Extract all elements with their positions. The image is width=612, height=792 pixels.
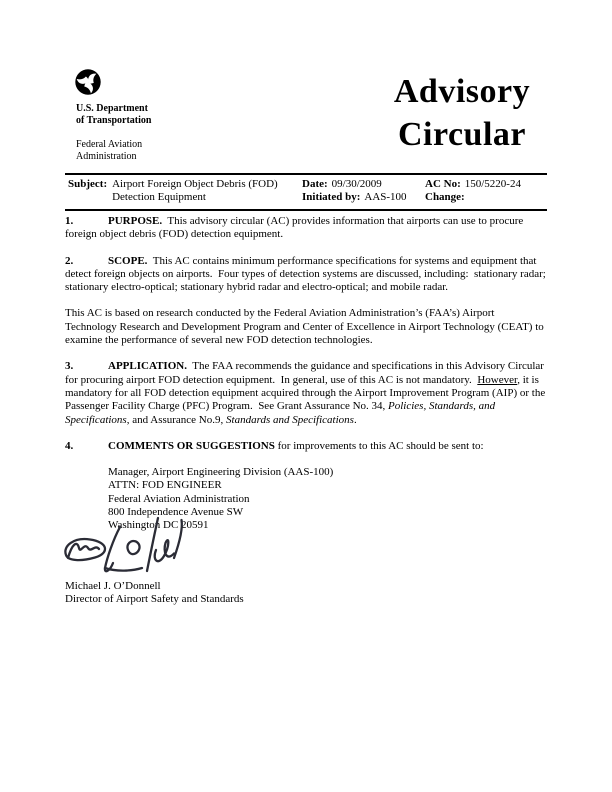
document-title-line1: Advisory bbox=[393, 73, 531, 110]
date-initiated-column bbox=[302, 178, 425, 205]
paragraph-text: This AC contains minimum performance specifications for systems and equipment that detect foreign objects on airports. Four types of detection systems are discussed, including: stationary radar; stationary electro-optical; stationary hybrid radar and electro-optical; and mobile radar. bbox=[65, 254, 549, 294]
letterhead-dept-line1: U.S. Department bbox=[76, 103, 148, 114]
date-field bbox=[302, 178, 425, 191]
subject-value-line2: Detection Equipment bbox=[112, 191, 206, 204]
letterhead-agency-line2: Administration bbox=[76, 151, 137, 162]
letterhead-agency-line1: Federal Aviation bbox=[76, 139, 143, 150]
document-title bbox=[378, 70, 546, 156]
subject-value-line1: Airport Foreign Object Debris (FOD) bbox=[112, 178, 278, 190]
letterhead-department bbox=[76, 103, 151, 127]
italic-citation: Standards and Specifications bbox=[226, 413, 354, 426]
change-label: Change: bbox=[425, 191, 465, 204]
paragraph-text: The FAA recommends the guidance and specifications in this Advisory Circular for procuring airport FOD detection equipment. In general, use of this AC is not mandatory. bbox=[65, 360, 547, 386]
subject-label: Subject: bbox=[68, 178, 108, 190]
acno-change-column bbox=[425, 178, 547, 205]
paragraph-text: for improvements to this AC should be sent to: bbox=[274, 439, 484, 452]
underlined-text: However bbox=[477, 373, 518, 386]
initiated-by-label: Initiated by: bbox=[302, 191, 361, 204]
date-value: 09/30/2009 bbox=[331, 178, 382, 190]
paragraph-heading: COMMENTS OR SUGGESTIONS bbox=[108, 439, 275, 452]
subject-header-block bbox=[65, 173, 547, 211]
address-line: Federal Aviation Administration bbox=[108, 492, 250, 505]
paragraph-text: This AC is based on research conducted by the Federal Aviation Administration’s (FAA’s) Airport Technology Research and Development Program and Center of Excellence in Airport Technology (CEAT) to examine the performance of several new FOD detection technologies. bbox=[65, 307, 547, 347]
paragraph-number: 3. bbox=[65, 360, 74, 373]
paragraph-number: 1. bbox=[65, 215, 74, 227]
paragraph-purpose bbox=[65, 215, 547, 242]
paragraph-number: 2. bbox=[65, 254, 74, 267]
document-body bbox=[65, 215, 547, 533]
ac-no-field bbox=[425, 178, 547, 191]
signature-image bbox=[62, 514, 212, 578]
paragraph-text: . bbox=[353, 413, 357, 426]
paragraph-application bbox=[65, 360, 547, 426]
initiated-by-value: AAS-100 bbox=[364, 191, 407, 204]
paragraph-heading: SCOPE. bbox=[108, 254, 148, 267]
subject-field bbox=[65, 178, 302, 205]
signer-name: Michael J. O’Donnell bbox=[65, 580, 161, 592]
signer-title: Director of Airport Safety and Standards bbox=[65, 593, 244, 606]
paragraph-heading: PURPOSE. bbox=[108, 215, 163, 227]
ac-no-value: 150/5220-24 bbox=[464, 178, 521, 190]
initiated-by-field bbox=[302, 191, 425, 204]
subject-value bbox=[112, 178, 278, 205]
address-line: Manager, Airport Engineering Division (AAS-100) bbox=[108, 466, 334, 479]
paragraph-comments bbox=[65, 440, 547, 453]
paragraph-number: 4. bbox=[65, 439, 74, 452]
letterhead-dept-line2: of Transportation bbox=[76, 115, 152, 126]
paragraph-heading: APPLICATION. bbox=[108, 360, 187, 373]
italic-citation: Policies, Standards, and Specifications bbox=[65, 400, 498, 426]
address-line: 800 Independence Avenue SW bbox=[108, 506, 244, 519]
address-line: Washington DC 20591 bbox=[108, 519, 209, 532]
paragraph-text: This advisory circular (AC) provides information that airports can use to procure foreign object debris (FOD) detection equipment. bbox=[65, 215, 527, 241]
paragraph-scope-continued bbox=[65, 307, 547, 347]
address-line: ATTN: FOD ENGINEER bbox=[108, 479, 222, 492]
paragraph-scope bbox=[65, 255, 547, 295]
paragraph-text: , and Assurance No.9, bbox=[126, 413, 227, 426]
ac-no-label: AC No: bbox=[425, 178, 461, 190]
document-title-line2: Circular bbox=[397, 116, 526, 153]
letterhead-agency bbox=[76, 139, 142, 163]
change-field bbox=[425, 191, 547, 204]
dot-logo-icon bbox=[74, 68, 102, 96]
signature-block bbox=[65, 580, 244, 607]
paragraph-text: , it is mandatory for all FOD detection equipment acquired through the Airport Improvement Program (AIP) or the Passenger Facility Charge (PFC) Program. See Grant Assurance No. 34, bbox=[65, 373, 548, 413]
date-label: Date: bbox=[302, 178, 328, 190]
